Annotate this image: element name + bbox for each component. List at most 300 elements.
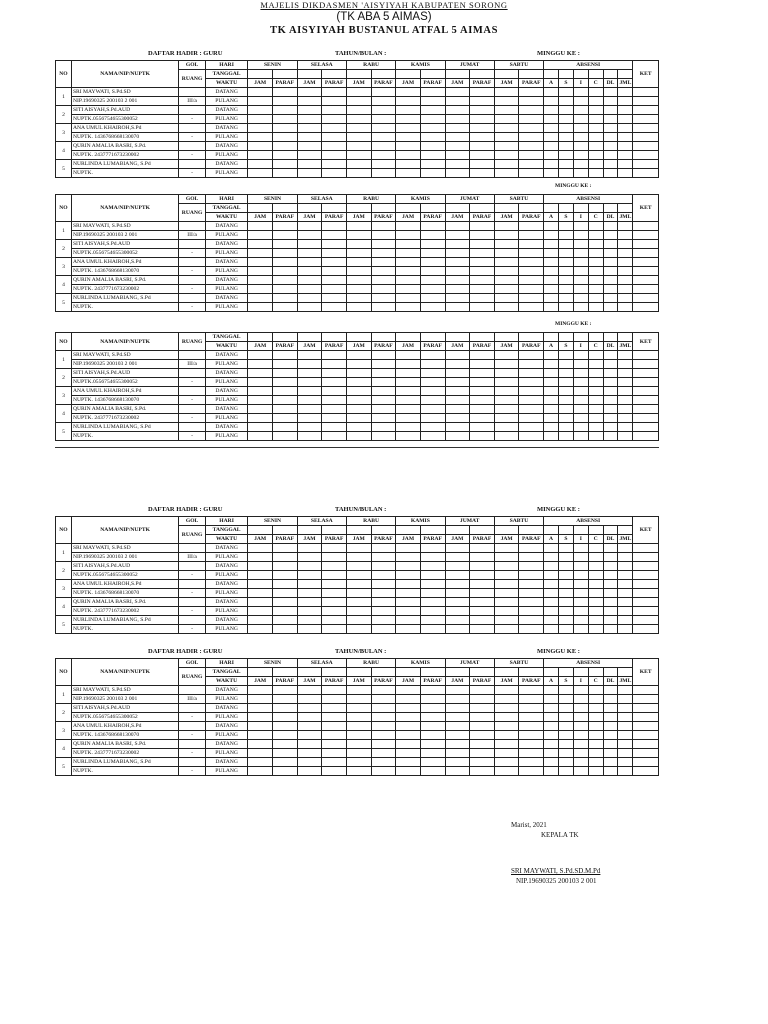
table-cell: [519, 387, 544, 396]
table-cell: [603, 115, 618, 124]
table-cell: [588, 151, 603, 160]
table-cell: [371, 432, 396, 441]
table-cell: [519, 369, 544, 378]
table-cell: [618, 303, 633, 312]
row-gol: -: [179, 731, 206, 740]
header-day: JUMAT: [445, 61, 494, 70]
table-cell: [618, 369, 633, 378]
row-gol-blank: [179, 423, 206, 432]
header-abs: C: [588, 213, 603, 222]
table-cell: [396, 580, 421, 589]
table-cell: [588, 607, 603, 616]
table-cell: [371, 704, 396, 713]
header-blank: [445, 526, 470, 535]
header-ket: KET: [633, 333, 659, 351]
row-id: NUPTK. 1436768668130070: [71, 589, 178, 598]
table-cell: [322, 722, 347, 731]
table-cell: [420, 625, 445, 634]
table-cell: [371, 222, 396, 231]
table-cell: [519, 749, 544, 758]
table-cell: [420, 695, 445, 704]
table-cell: [371, 749, 396, 758]
table-cell: [420, 231, 445, 240]
table-cell: [544, 360, 559, 369]
table-cell: [248, 369, 273, 378]
header-blank: [588, 333, 603, 342]
table-row: [56, 294, 659, 303]
table-cell: [470, 222, 495, 231]
table-cell: [618, 169, 633, 178]
header-abs: DL: [603, 342, 618, 351]
row-datang: DATANG: [205, 276, 248, 285]
table-cell: [322, 616, 347, 625]
row-id: NIP.19690325 200103 2 001: [71, 695, 178, 704]
header-blank: [470, 526, 495, 535]
table-cell: [371, 695, 396, 704]
row-pulang: PULANG: [205, 432, 248, 441]
header-paraf: PARAF: [470, 535, 495, 544]
table-cell: [470, 562, 495, 571]
table-cell: [322, 713, 347, 722]
header-jam: JAM: [494, 535, 519, 544]
table-cell: [396, 396, 421, 405]
meta-tahun-bulan: TAHUN/BULAN :: [335, 50, 387, 57]
table-cell: [588, 713, 603, 722]
table-cell: [618, 160, 633, 169]
table-cell: [346, 695, 371, 704]
table-cell: [558, 160, 573, 169]
table-cell: [297, 686, 322, 695]
table-cell: [588, 432, 603, 441]
table-cell: [519, 249, 544, 258]
table-cell: [420, 405, 445, 414]
table-cell: [603, 432, 618, 441]
table-cell: [603, 285, 618, 294]
header-blank: [371, 526, 396, 535]
table-cell: [396, 258, 421, 267]
row-name: SRI MAYWATI, S.Pd.SD: [71, 544, 178, 553]
table-cell: [603, 731, 618, 740]
table-cell: [346, 351, 371, 360]
table-cell: [470, 369, 495, 378]
row-gol: -: [179, 303, 206, 312]
attendance-table: [55, 658, 659, 776]
table-cell: [272, 106, 297, 115]
table-cell: [420, 369, 445, 378]
table-cell: [273, 405, 298, 414]
row-name: SITI AISYAH,S.Pd.AUD: [71, 562, 178, 571]
table-cell: [420, 607, 445, 616]
table-cell: [618, 294, 633, 303]
header-blank: [371, 204, 396, 213]
header-paraf: PARAF: [272, 79, 297, 88]
table-cell: [297, 115, 322, 124]
table-cell: [519, 303, 544, 312]
header-blank: [618, 668, 633, 677]
table-cell: [396, 303, 421, 312]
row-datang: DATANG: [205, 423, 248, 432]
table-cell: [272, 285, 297, 294]
table-cell: [297, 423, 322, 432]
header-jam: JAM: [494, 677, 519, 686]
table-cell: [558, 285, 573, 294]
table-row: [56, 767, 659, 776]
table-cell: [603, 695, 618, 704]
table-cell: [558, 589, 573, 598]
table-cell: [519, 258, 544, 267]
table-cell: [494, 607, 519, 616]
table-cell: [618, 686, 633, 695]
table-cell: [618, 571, 633, 580]
table-cell: [297, 544, 322, 553]
table-cell: [470, 571, 495, 580]
table-cell: [272, 97, 297, 106]
table-cell: [445, 607, 470, 616]
table-cell: [573, 749, 588, 758]
table-row: [56, 625, 659, 634]
table-cell: [297, 249, 322, 258]
table-cell: [544, 222, 559, 231]
table-cell: [603, 231, 618, 240]
table-cell: [603, 598, 618, 607]
table-cell: [633, 686, 659, 695]
table-cell: [544, 285, 559, 294]
table-cell: [445, 378, 470, 387]
table-cell: [396, 240, 421, 249]
row-datang: DATANG: [205, 740, 248, 749]
table-cell: [346, 749, 371, 758]
header-jam: JAM: [445, 535, 470, 544]
header-jam: JAM: [494, 79, 519, 88]
table-cell: [519, 276, 544, 285]
row-pulang: PULANG: [205, 231, 248, 240]
table-cell: [558, 258, 573, 267]
table-cell: [322, 124, 347, 133]
table-cell: [248, 160, 273, 169]
table-cell: [248, 695, 273, 704]
table-cell: [470, 231, 495, 240]
header-blank: [588, 204, 603, 213]
table-row: [56, 160, 659, 169]
table-cell: [519, 222, 544, 231]
header-blank: [322, 204, 347, 213]
header-gol: GOL: [179, 659, 206, 668]
table-cell: [248, 589, 273, 598]
table-cell: [322, 553, 347, 562]
table-cell: [371, 240, 396, 249]
table-cell: [544, 749, 559, 758]
table-cell: [573, 423, 588, 432]
table-cell: [519, 598, 544, 607]
table-cell: [544, 731, 559, 740]
table-cell: [470, 740, 495, 749]
table-cell: [519, 722, 544, 731]
table-cell: [588, 88, 603, 97]
table-cell: [273, 396, 298, 405]
table-cell: [445, 267, 470, 276]
table-cell: [519, 432, 544, 441]
table-cell: [346, 571, 371, 580]
table-cell: [272, 598, 297, 607]
table-cell: [603, 423, 618, 432]
header-abs: A: [544, 342, 559, 351]
row-gol-blank: [179, 704, 206, 713]
table-cell: [573, 722, 588, 731]
table-cell: [494, 589, 519, 598]
header-jam: JAM: [297, 342, 322, 351]
table-cell: [248, 713, 273, 722]
table-cell: [544, 740, 559, 749]
header-blank: [272, 526, 297, 535]
table-cell: [603, 151, 618, 160]
table-cell: [618, 405, 633, 414]
table-row: [56, 704, 659, 713]
table-cell: [470, 267, 495, 276]
meta-minggu-ke: MINGGU KE :: [537, 648, 580, 655]
header-paraf: PARAF: [470, 79, 495, 88]
row-gol: -: [179, 249, 206, 258]
table-cell: [544, 240, 559, 249]
table-cell: [371, 758, 396, 767]
table-row: [56, 169, 659, 178]
table-cell: [396, 285, 421, 294]
table-cell: [588, 124, 603, 133]
table-cell: [494, 616, 519, 625]
table-cell: [618, 258, 633, 267]
header-line-3: TK AISYIYAH BUSTANUL ATFAL 5 AIMAS: [269, 25, 499, 36]
table-cell: [346, 686, 371, 695]
header-day: SENIN: [248, 195, 297, 204]
table-cell: [346, 396, 371, 405]
table-cell: [588, 598, 603, 607]
table-cell: [544, 396, 559, 405]
table-cell: [519, 686, 544, 695]
table-cell: [445, 553, 470, 562]
table-cell: [371, 267, 396, 276]
table-cell: [248, 686, 273, 695]
table-cell: [603, 589, 618, 598]
table-cell: [519, 758, 544, 767]
table-cell: [573, 607, 588, 616]
table-cell: [273, 423, 298, 432]
row-pulang: PULANG: [205, 553, 248, 562]
table-cell: [420, 276, 445, 285]
header-blank: [272, 70, 297, 79]
section-divider: [55, 447, 659, 448]
table-cell: [248, 124, 273, 133]
row-no: 5: [56, 160, 72, 178]
table-cell: [573, 686, 588, 695]
header-tanggal: TANGGAL: [205, 70, 248, 79]
table-cell: [573, 222, 588, 231]
table-cell: [297, 616, 322, 625]
row-no: 1: [56, 351, 72, 369]
table-cell: [420, 616, 445, 625]
table-cell: [445, 423, 470, 432]
table-cell: [633, 731, 659, 740]
table-cell: [494, 258, 519, 267]
header-no: NO: [56, 333, 72, 351]
table-cell: [445, 88, 470, 97]
table-cell: [248, 740, 273, 749]
table-cell: [248, 432, 273, 441]
table-cell: [494, 387, 519, 396]
table-cell: [470, 285, 495, 294]
table-cell: [494, 285, 519, 294]
header-blank: [519, 333, 544, 342]
header-paraf: PARAF: [371, 79, 396, 88]
table-row: [56, 351, 659, 360]
table-cell: [248, 571, 273, 580]
table-cell: [573, 133, 588, 142]
header-paraf: PARAF: [273, 342, 298, 351]
header-jam: JAM: [396, 213, 421, 222]
row-id: NIP.19690325 200103 2 001: [71, 360, 178, 369]
signature-name: SRI MAYWATI, S.Pd.SD.M.Pd: [511, 867, 601, 875]
header-blank: [603, 204, 618, 213]
header-abs: JML: [619, 214, 632, 220]
table-cell: [445, 387, 470, 396]
table-cell: [396, 151, 421, 160]
header-jam: JAM: [494, 342, 519, 351]
header-blank: [573, 204, 588, 213]
table-cell: [346, 240, 371, 249]
header-tanggal: TANGGAL: [205, 668, 248, 677]
table-cell: [544, 351, 559, 360]
table-cell: [371, 405, 396, 414]
header-blank: [588, 70, 603, 79]
table-cell: [633, 740, 659, 749]
table-cell: [558, 767, 573, 776]
table-cell: [272, 249, 297, 258]
row-id: NUPTK.0556754655300052: [71, 115, 178, 124]
header-abs: DL: [603, 79, 618, 88]
table-cell: [519, 97, 544, 106]
table-cell: [558, 222, 573, 231]
table-cell: [346, 405, 371, 414]
table-row: [56, 695, 659, 704]
header-blank: [322, 668, 347, 677]
table-cell: [633, 749, 659, 758]
table-cell: [558, 360, 573, 369]
header-blank: [273, 333, 298, 342]
table-cell: [544, 544, 559, 553]
table-cell: [588, 285, 603, 294]
table-cell: [371, 88, 396, 97]
table-cell: [396, 722, 421, 731]
meta-tahun-bulan: TAHUN/BULAN :: [335, 506, 387, 513]
row-id: NUPTK.: [71, 432, 178, 441]
table-cell: [573, 731, 588, 740]
table-cell: [558, 731, 573, 740]
table-cell: [248, 396, 273, 405]
table-cell: [588, 625, 603, 634]
table-cell: [420, 267, 445, 276]
row-no: 1: [56, 544, 72, 562]
table-cell: [346, 285, 371, 294]
table-cell: [445, 432, 470, 441]
table-cell: [544, 571, 559, 580]
table-cell: [371, 396, 396, 405]
table-cell: [603, 396, 618, 405]
table-cell: [633, 695, 659, 704]
table-cell: [445, 240, 470, 249]
table-cell: [618, 767, 633, 776]
table-cell: [494, 544, 519, 553]
table-cell: [618, 722, 633, 731]
table-cell: [445, 589, 470, 598]
table-cell: [371, 231, 396, 240]
table-cell: [558, 249, 573, 258]
row-datang: DATANG: [205, 88, 248, 97]
table-cell: [603, 267, 618, 276]
table-cell: [272, 276, 297, 285]
table-cell: [371, 303, 396, 312]
table-cell: [272, 758, 297, 767]
header-blank: [618, 70, 633, 79]
table-cell: [544, 115, 559, 124]
table-cell: [603, 276, 618, 285]
header-paraf: PARAF: [322, 213, 347, 222]
header-jam: JAM: [445, 79, 470, 88]
table-cell: [297, 88, 322, 97]
table-cell: [396, 351, 421, 360]
signature-place-date: Marist, 2021: [511, 821, 547, 829]
header-blank: [248, 526, 273, 535]
table-cell: [544, 369, 559, 378]
table-cell: [588, 169, 603, 178]
table-cell: [558, 749, 573, 758]
table-row: [56, 267, 659, 276]
row-gol: III/a: [179, 97, 206, 106]
table-cell: [573, 115, 588, 124]
table-cell: [603, 387, 618, 396]
table-cell: [519, 544, 544, 553]
table-cell: [603, 133, 618, 142]
table-cell: [633, 713, 659, 722]
row-gol-blank: [179, 258, 206, 267]
table-cell: [588, 722, 603, 731]
table-cell: [248, 544, 273, 553]
table-cell: [273, 414, 298, 423]
table-cell: [420, 544, 445, 553]
row-gol: -: [179, 169, 206, 178]
table-cell: [470, 598, 495, 607]
header-blank: [573, 333, 588, 342]
row-datang: DATANG: [205, 544, 248, 553]
table-cell: [322, 695, 347, 704]
table-cell: [558, 115, 573, 124]
table-cell: [297, 414, 322, 423]
table-cell: [573, 169, 588, 178]
table-cell: [371, 589, 396, 598]
table-cell: [371, 544, 396, 553]
table-cell: [272, 731, 297, 740]
table-row: [56, 387, 659, 396]
table-cell: [633, 160, 659, 169]
table-cell: [494, 713, 519, 722]
header-blank: [420, 70, 445, 79]
table-cell: [445, 151, 470, 160]
header-absensi: ABSENSI: [544, 61, 633, 70]
table-cell: [633, 294, 659, 303]
table-cell: [420, 758, 445, 767]
table-cell: [519, 360, 544, 369]
table-cell: [470, 115, 495, 124]
table-cell: [396, 423, 421, 432]
table-cell: [445, 97, 470, 106]
table-cell: [322, 142, 347, 151]
